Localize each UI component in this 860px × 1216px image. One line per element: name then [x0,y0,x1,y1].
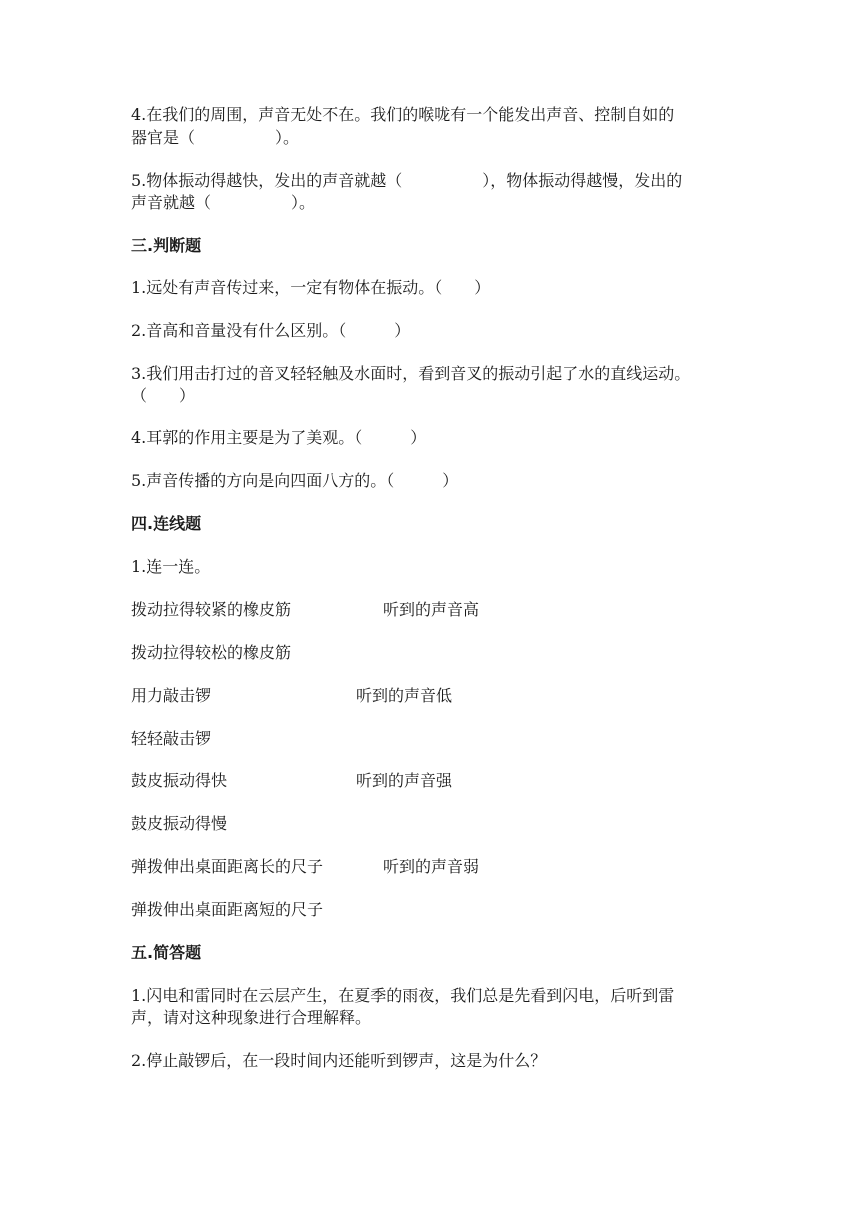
section-heading-true-false: 三.判断题 [131,236,202,255]
fill-in-question-5-line-1: 5.物体振动得越快，发出的声音就越（ ），物体振动得越慢，发出的 [131,171,683,190]
matching-left-item: 轻轻敲击锣 [131,729,212,748]
matching-left-item: 拨动拉得较松的橡皮筋 [131,643,292,662]
fill-in-question-4-line-2: 器官是（ ）。 [131,128,300,147]
true-false-question-3-line-2: （ ） [131,386,196,405]
true-false-question-5: 5.声音传播的方向是向四面八方的。（ ） [131,471,459,490]
short-answer-question-1-line-2: 声，请对这种现象进行合理解释。 [131,1008,372,1027]
matching-left-item: 用力敲击锣 [131,686,212,705]
true-false-question-4: 4.耳郭的作用主要是为了美观。（ ） [131,428,427,447]
matching-left-item: 弹拨伸出桌面距离长的尺子 [131,857,324,876]
matching-right-item: 听到的声音弱 [383,857,480,876]
matching-right-item: 听到的声音强 [356,771,453,790]
matching-right-item: 听到的声音低 [356,686,453,705]
true-false-question-2: 2.音高和音量没有什么区别。（ ） [131,321,411,340]
matching-right-item: 听到的声音高 [383,600,480,619]
section-heading-short-answer: 五.简答题 [131,943,202,962]
fill-in-question-4-line-1: 4.在我们的周围，声音无处不在。我们的喉咙有一个能发出声音、控制自如的 [131,105,675,124]
matching-intro: 1.连一连。 [131,557,211,576]
section-heading-matching: 四.连线题 [131,514,202,533]
true-false-question-1: 1.远处有声音传过来，一定有物体在振动。（ ） [131,278,491,297]
matching-left-item: 鼓皮振动得慢 [131,814,228,833]
short-answer-question-1-line-1: 1.闪电和雷同时在云层产生，在夏季的雨夜，我们总是先看到闪电，后听到雷 [131,986,675,1005]
true-false-question-3-line-1: 3.我们用击打过的音叉轻轻触及水面时，看到音叉的振动引起了水的直线运动。 [131,364,691,383]
fill-in-question-5-line-2: 声音就越（ ）。 [131,193,316,212]
matching-left-item: 拨动拉得较紧的橡皮筋 [131,600,292,619]
short-answer-question-2: 2.停止敲锣后，在一段时间内还能听到锣声，这是为什么？ [131,1051,547,1070]
matching-left-item: 鼓皮振动得快 [131,771,228,790]
matching-left-item: 弹拨伸出桌面距离短的尺子 [131,900,324,919]
